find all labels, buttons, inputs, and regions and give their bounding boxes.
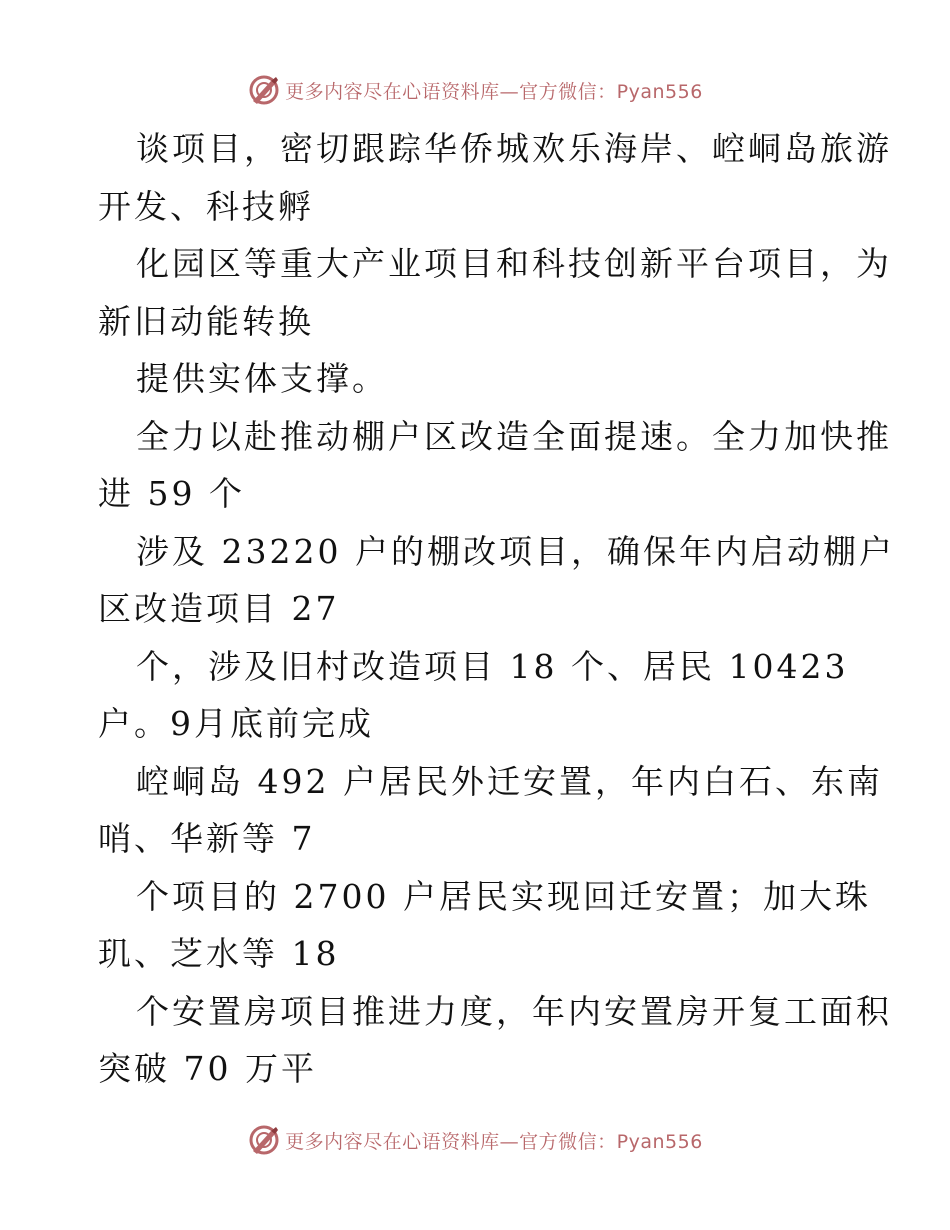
footer-watermark-text: 更多内容尽在心语资料库—官方微信：Pyan556	[285, 1130, 703, 1153]
paragraph-line: 谈项目，密切跟踪华侨城欢乐海岸、崆峒岛旅游 开发、科技孵	[98, 129, 892, 226]
paragraph-line: 个安置房项目推进力度，年内安置房开复工面积 突破 70 万平	[98, 991, 892, 1088]
paragraph-line: 涉及 23220 户的棚改项目，确保年内启动棚户 区改造项目 27	[98, 531, 895, 628]
paragraph-line: 个项目的 2700 户居民实现回迁安置；加大珠 玑、芝水等 18	[98, 876, 871, 973]
paragraph-line: 崆峒岛 492 户居民外迁安置，年内白石、东南 哨、华新等 7	[98, 761, 883, 858]
paragraph-line: 化园区等重大产业项目和科技创新平台项目，为 新旧动能转换	[98, 244, 892, 341]
paragraph-line: 提供实体支撑。	[136, 359, 388, 398]
document-body	[98, 120, 895, 1098]
pen-seal-logo-icon	[247, 73, 281, 107]
header-watermark	[0, 70, 950, 110]
paragraph-line: 全力以赴推动棚户区改造全面提速。全力加快推 进 59 个	[98, 416, 892, 513]
header-watermark-text: 更多内容尽在心语资料库—官方微信：Pyan556	[285, 80, 703, 103]
footer-watermark	[0, 1120, 950, 1160]
pen-seal-logo-icon	[247, 1123, 281, 1157]
paragraph-line: 个，涉及旧村改造项目 18 个、居民 10423 户。9月底前完成	[98, 646, 849, 743]
